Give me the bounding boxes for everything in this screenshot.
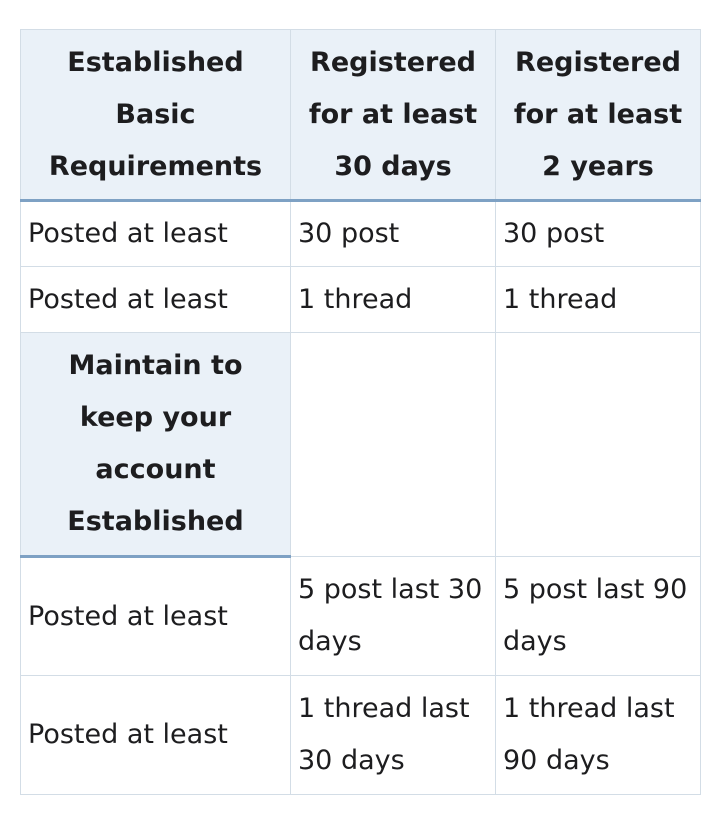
cell-30-days: 1 thread bbox=[291, 267, 496, 333]
row-label: Posted at least bbox=[21, 201, 291, 267]
cell-30-days: 5 post last 30 days bbox=[291, 557, 496, 676]
table-header bbox=[21, 30, 701, 201]
cell-2-years: 30 post bbox=[496, 201, 701, 267]
cell-2-years: 5 post last 90 days bbox=[496, 557, 701, 676]
requirements-table-container bbox=[20, 29, 700, 795]
header-registered-2-years: Registered for at least 2 years bbox=[496, 30, 701, 201]
row-label: Posted at least bbox=[21, 676, 291, 795]
table-row bbox=[21, 201, 701, 267]
section-header-maintain: Maintain to keep your account Established bbox=[21, 333, 291, 557]
header-established-basic-requirements: Established Basic Requirements bbox=[21, 30, 291, 201]
empty-cell bbox=[496, 333, 701, 557]
table-row bbox=[21, 676, 701, 795]
cell-2-years: 1 thread last 90 days bbox=[496, 676, 701, 795]
section-row bbox=[21, 333, 701, 557]
header-registered-30-days: Registered for at least 30 days bbox=[291, 30, 496, 201]
header-row bbox=[21, 30, 701, 201]
cell-30-days: 30 post bbox=[291, 201, 496, 267]
requirements-table bbox=[20, 29, 701, 795]
table-body bbox=[21, 201, 701, 795]
cell-2-years: 1 thread bbox=[496, 267, 701, 333]
row-label: Posted at least bbox=[21, 557, 291, 676]
table-row bbox=[21, 267, 701, 333]
row-label: Posted at least bbox=[21, 267, 291, 333]
table-row bbox=[21, 557, 701, 676]
cell-30-days: 1 thread last 30 days bbox=[291, 676, 496, 795]
empty-cell bbox=[291, 333, 496, 557]
